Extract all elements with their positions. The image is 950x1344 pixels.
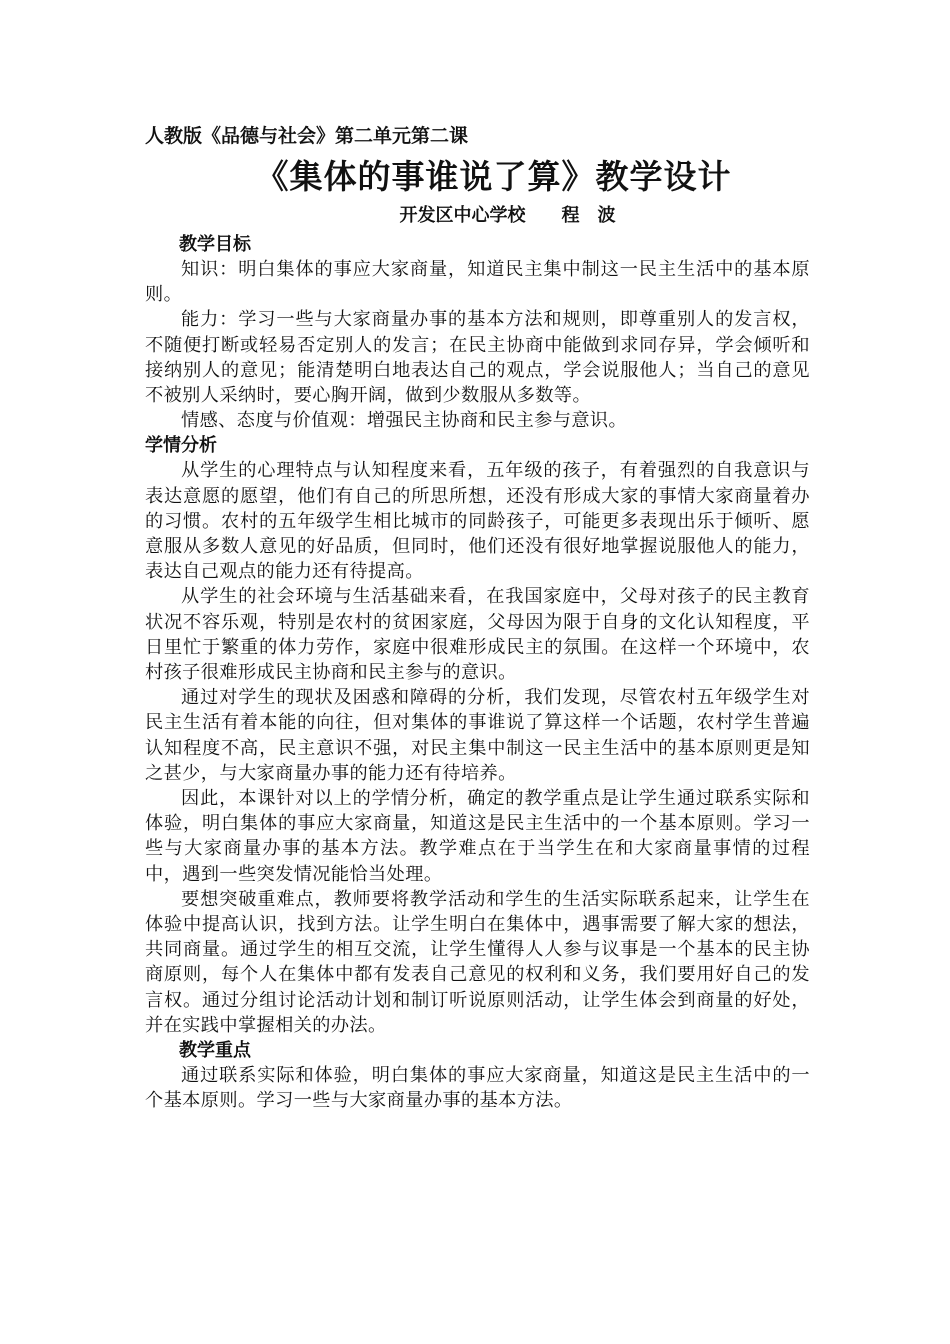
paragraph-analysis-4: 因此，本课针对以上的学情分析，确定的教学重点是让学生通过联系实际和体验，明白集体的事应大家商量，知道这是民主生活中的一个基本原则。学习一些与大家商量办事的基本方法。教学难点在于当学生在和大家商量事情的过程中，遇到一些突发情况能恰当处理。 xyxy=(145,788,810,885)
heading-key-points: 教学重点 xyxy=(179,1040,251,1062)
paragraph-analysis-5: 要想突破重难点，教师要将教学活动和学生的生活实际联系起来，让学生在体验中提高认识，找到方法。让学生明白在集体中，遇事需要了解大家的想法，共同商量。通过学生的相互交流，让学生懂得人人参与议事是一个基本的民主协商原则，每个人在集体中都有发表自己意见的权利和义务，我们要用好自己的发言权。通过分组讨论活动计划和制订听说原则活动，让学生体会到商量的好处，并在实践中掌握相关的办法。 xyxy=(145,888,810,1036)
document-page xyxy=(145,118,810,1114)
paragraph-analysis-3: 通过对学生的现状及困惑和障碍的分析，我们发现，尽管农村五年级学生对民主生活有着本能的向往，但对集体的事谁说了算这样一个话题，农村学生普遍认知程度不高，民主意识不强，对民主集中制这一民主生活中的基本原则更是知之甚少，与大家商量办事的能力还有待培养。 xyxy=(145,687,810,784)
paragraph-ability: 能力：学习一些与大家商量办事的基本方法和规则，即尊重别人的发言权，不随便打断或轻易否定别人的发言；在民主协商中能做到求同存异，学会倾听和接纳别人的意见；能清楚明白地表达自己的观点，学会说服他人；当自己的意见不被别人采纳时，要心胸开阔，做到少数服从多数等。 xyxy=(145,309,810,407)
paragraph-analysis-1: 从学生的心理特点与认知程度来看，五年级的孩子，有着强烈的自我意识与表达意愿的愿望，他们有自己的所思所想，还没有形成大家的事情大家商量着办的习惯。农村的五年级学生相比城市的同龄孩子，可能更多表现出乐于倾听、愿意服从多数人意见的好品质，但同时，他们还没有很好地掌握说服他人的能力，表达自己观点的能力还有待提高。 xyxy=(145,460,810,583)
paragraph-analysis-2: 从学生的社会环境与生活基础来看，在我国家庭中，父母对孩子的民主教育状况不容乐观，特别是农村的贫困家庭，父母因为限于自身的文化认知程度，平日里忙于繁重的体力劳作，家庭中很难形成民主的氛围。在这样一个环境中，农村孩子很难形成民主协商和民主参与的意识。 xyxy=(145,586,810,684)
series-line: 人教版《品德与社会》第二单元第二课 xyxy=(145,125,469,147)
paragraph-key-points: 通过联系实际和体验，明白集体的事应大家商量，知道这是民主生活中的一个基本原则。学习一些与大家商量办事的基本方法。 xyxy=(145,1065,810,1112)
heading-analysis: 学情分析 xyxy=(145,435,217,457)
paragraph-knowledge: 知识：明白集体的事应大家商量，知道民主集中制这一民主生活中的基本原则。 xyxy=(145,259,810,306)
page-title: 《集体的事谁说了算》教学设计 xyxy=(255,157,732,196)
heading-objectives: 教学目标 xyxy=(179,234,251,255)
paragraph-emotion: 情感、态度与价值观：增强民主协商和民主参与意识。 xyxy=(181,410,628,432)
author-name: 程 波 xyxy=(561,205,616,226)
author-line xyxy=(205,200,810,232)
school-name: 开发区中心学校 xyxy=(399,205,526,226)
